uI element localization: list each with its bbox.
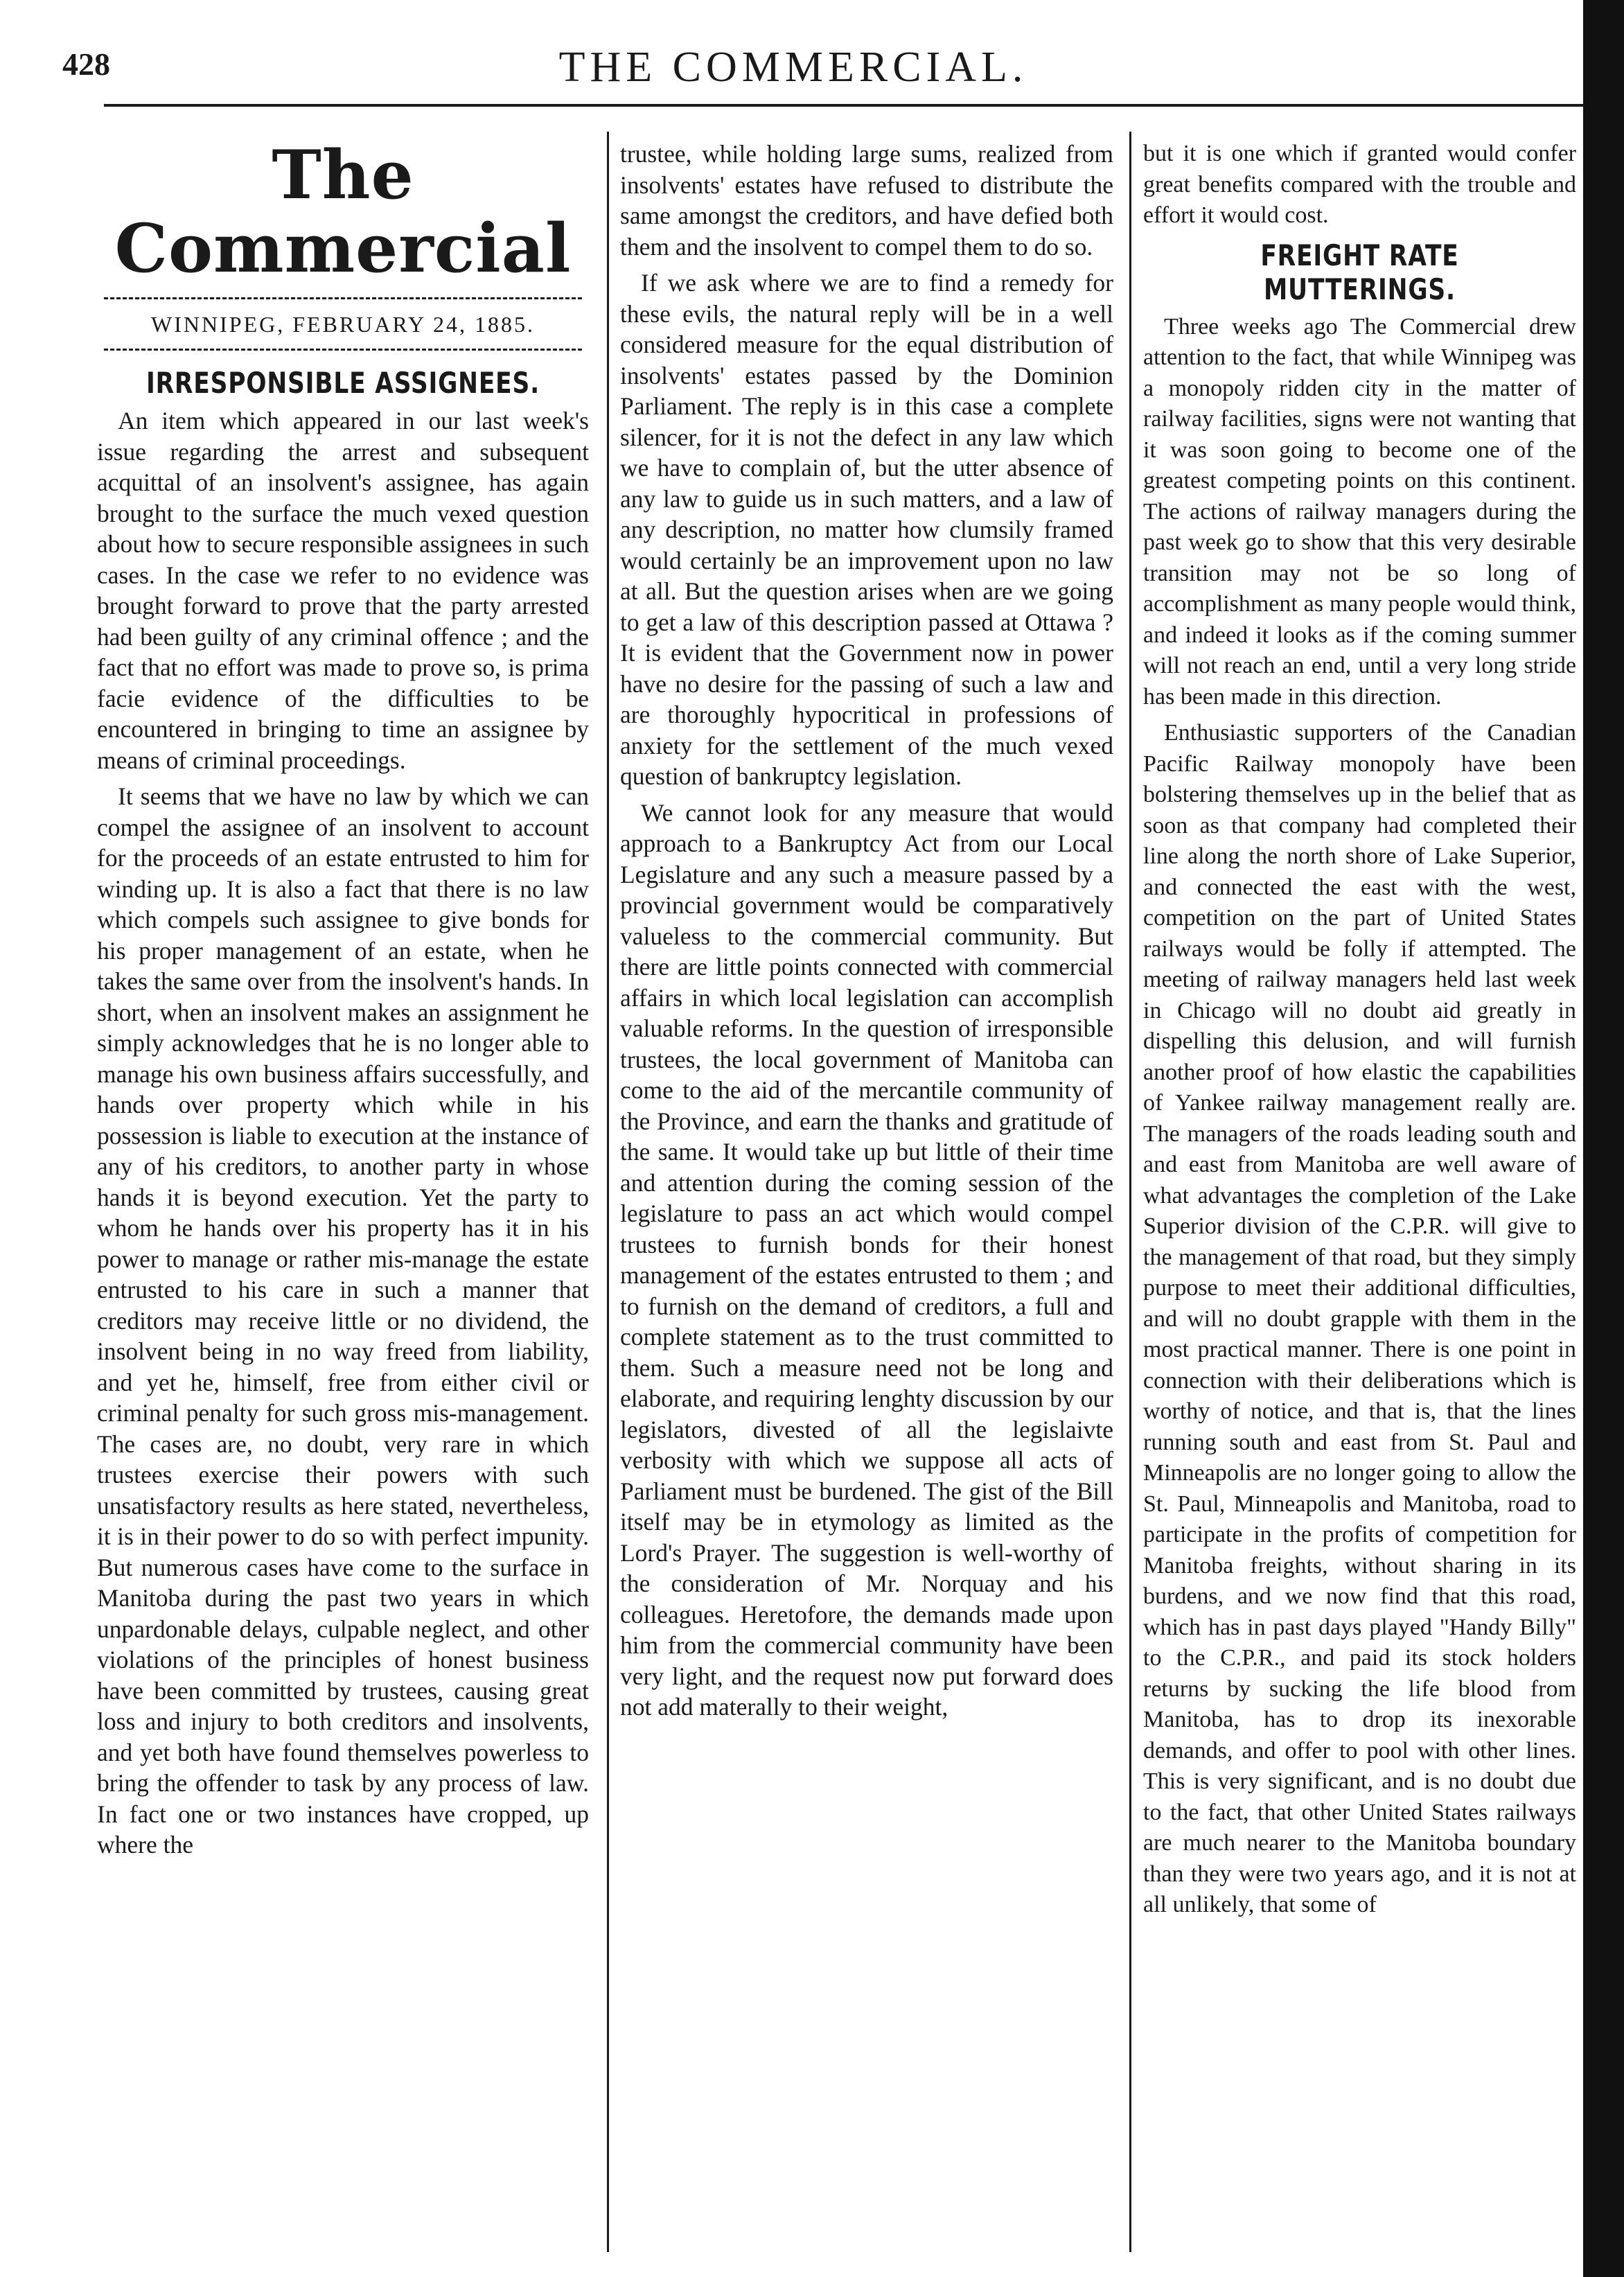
masthead-title: The Commercial <box>114 139 572 288</box>
masthead-rule <box>104 349 582 351</box>
column-2 <box>620 139 1113 2245</box>
dateline: WINNIPEG, FEBRUARY 24, 1885. <box>151 312 535 337</box>
column-1 <box>97 139 589 2245</box>
article-paragraph: Three weeks ago The Commercial drew attention to the fact, that while Winnipeg was a monopoly ridden city in the matter of railway facilities, signs were not wanting that it was soon going to become one of the greatest competing points on this continent. The actions of railway managers during the past week go to show that this very desirable transition may not be so long of accomplishment as many people would think, and indeed it looks as if the coming summer will not reach an end, until a very long stride has been made in this direction. <box>1143 313 1576 710</box>
column-rule <box>607 132 609 2252</box>
masthead-rule <box>104 297 582 299</box>
column-rule <box>1129 132 1131 2252</box>
running-head <box>0 43 1587 91</box>
article-heading: FREIGHT RATE MUTTERINGS. <box>1260 238 1459 306</box>
article-paragraph: It seems that we have no law by which we can compel the assignee of an insolvent to account for the proceeds of an estate entrusted to him for winding up. It is also a fact that there is no law which compels such assignee to give bonds for his proper management of an estate, when he takes the same over from the insolvent's hands. In short, when an insolvent makes an assignment he simply acknowledges that he is no longer able to manage his own business affairs successfully, and hands over property which while in his possession is liable to execution at the instance of any of his creditors, to another party in whose hands it is beyond execution. Yet the party to whom he hands over his property has it in his power to manage or rather mis-manage the estate entrusted to his care in such a manner that creditors may receive little or no dividend, the insolvent being in no way freed from liability, and yet he, himself, free from either civil or criminal penalty for such gross mis-management. The cases are, no doubt, very rare in which trustees exercise their powers with such unsatisfactory results as here stated, nevertheless, it is in their power to do so with perfect impunity. But numerous cases have come to the surface in Manitoba during the past two years in which unpardonable delays, culpable neglect, and other violations of the principles of honest business have been committed by trustees, causing great loss and injury to both creditors and insolvents, and yet both have found themselves powerless to bring the offender to task by any process of law. In fact one or two instances have cropped, up where the <box>97 782 589 1859</box>
column-3 <box>1143 139 1576 2245</box>
scan-edge <box>1583 0 1624 2277</box>
article-paragraph: but it is one which if granted would confer great benefits compared with the trouble and effort it would cost. <box>1143 141 1576 228</box>
article-paragraph: trustee, while holding large sums, realized from insolvents' estates have refused to distribute the same amongst the creditors, and have defied both them and the insolvent to compel them to do so. <box>620 140 1113 261</box>
article-paragraph: If we ask where we are to find a remedy for these evils, the natural reply will be in a well considered measure for the equal distribution of insolvents' estates passed by the Dominion Parliament. The reply is in this case a complete silencer, for it is not the defect in any law which we have to complain of, but the utter absence of any law to guide us in such matters, and a law of any description, no matter how clumsily framed would certainly be an improvement upon no law at all. But the question arises when are we going to get a law of this description passed at Ottawa ? It is evident that the Government now in power have no desire for the passing of such a law and are thoroughly hypocritical in professions of anxiety for the settlement of the much vexed question of bankruptcy legislation. <box>620 269 1113 790</box>
article-heading: IRRESPONSIBLE ASSIGNEES. <box>145 366 540 401</box>
article-paragraph: An item which appeared in our last week's issue regarding the arrest and subsequent acquittal of an insolvent's assignee, has again brought to the surface the much vexed question about how to secure responsible assignees in such cases. In the case we refer to no evidence was brought forward to prove that the party arrested had been guilty of any criminal offence ; and the fact that no effort was made to prove so, is prima facie evidence of the difficulties to be encountered in bringing to time an assignee by means of criminal proceedings. <box>97 407 589 774</box>
article-paragraph: We cannot look for any measure that would approach to a Bankruptcy Act from our Local Legislature and any such a measure passed by a provincial government would be comparatively valueless to the commercial community. But there are little points connected with commercial affairs in which local legislation can accomplish valuable reforms. In the question of irresponsible trustees, the local government of Manitoba can come to the aid of the mercantile community of the Province, and earn the thanks and gratitude of the same. It would take up but little of their time and attention during the coming session of the legislature to pass an act which would compel trustees to furnish bonds for their honest management of the estates entrusted to them ; and to furnish on the demand of creditors, a full and complete statement as to the trust committed to them. Such a measure need not be long and elaborate, and requiring lenghty discussion by our legislators, divested of all the legislaivte verbosity with which we suppose all acts of Parliament must be burdened. The gist of the Bill itself may be in etymology as limited as the Lord's Prayer. The suggestion is well-worthy of the consideration of Mr. Norquay and his colleagues. Heretofore, the demands made upon him from the commercial community have been very light, and the request now put forward does not add materally to their weight, <box>620 798 1113 1721</box>
header-rule <box>104 104 1587 107</box>
article-paragraph: Enthusiastic supporters of the Canadian Pacific Railway monopoly have been bolstering themselves up in the belief that as soon as that company had completed their line along the north shore of Lake Superior, and connected the east with the west, competition on the part of United States railways would be folly if attempted. The meeting of railway managers held last week in Chicago will no doubt aid greatly in dispelling this delusion, and will furnish another proof of how elastic the capabilities of Yankee railway management really are. The managers of the roads leading south and and east from Manitoba are well aware of what advantages the completion of the Lake Superior division of the C.P.R. will give to the management of that road, but they simply purpose to meet their additional difficulties, and will no doubt grapple with them in the most practical manner. There is one point in connection with their deliberations which is worthy of notice, and that is, that the lines running south and east from St. Paul and Minneapolis are no longer going to allow the St. Paul, Minneapolis and Manitoba, road to participate in the profits of competition for Manitoba freights, without sharing in its burdens, and we now find that this road, which has in past days played "Handy Billy" to the C.P.R., and paid its stock holders returns by sucking the life blood from Manitoba, has to drop its inexorable demands, and offer to pool with other lines. This is very significant, and is no doubt due to the fact, that other United States railways are much nearer to the Manitoba boundary than they were two years ago, and it is not at all unlikely, that some of <box>1143 720 1576 1917</box>
page-number: 428 <box>62 46 110 82</box>
running-head-title: THE COMMERCIAL. <box>558 44 1028 91</box>
